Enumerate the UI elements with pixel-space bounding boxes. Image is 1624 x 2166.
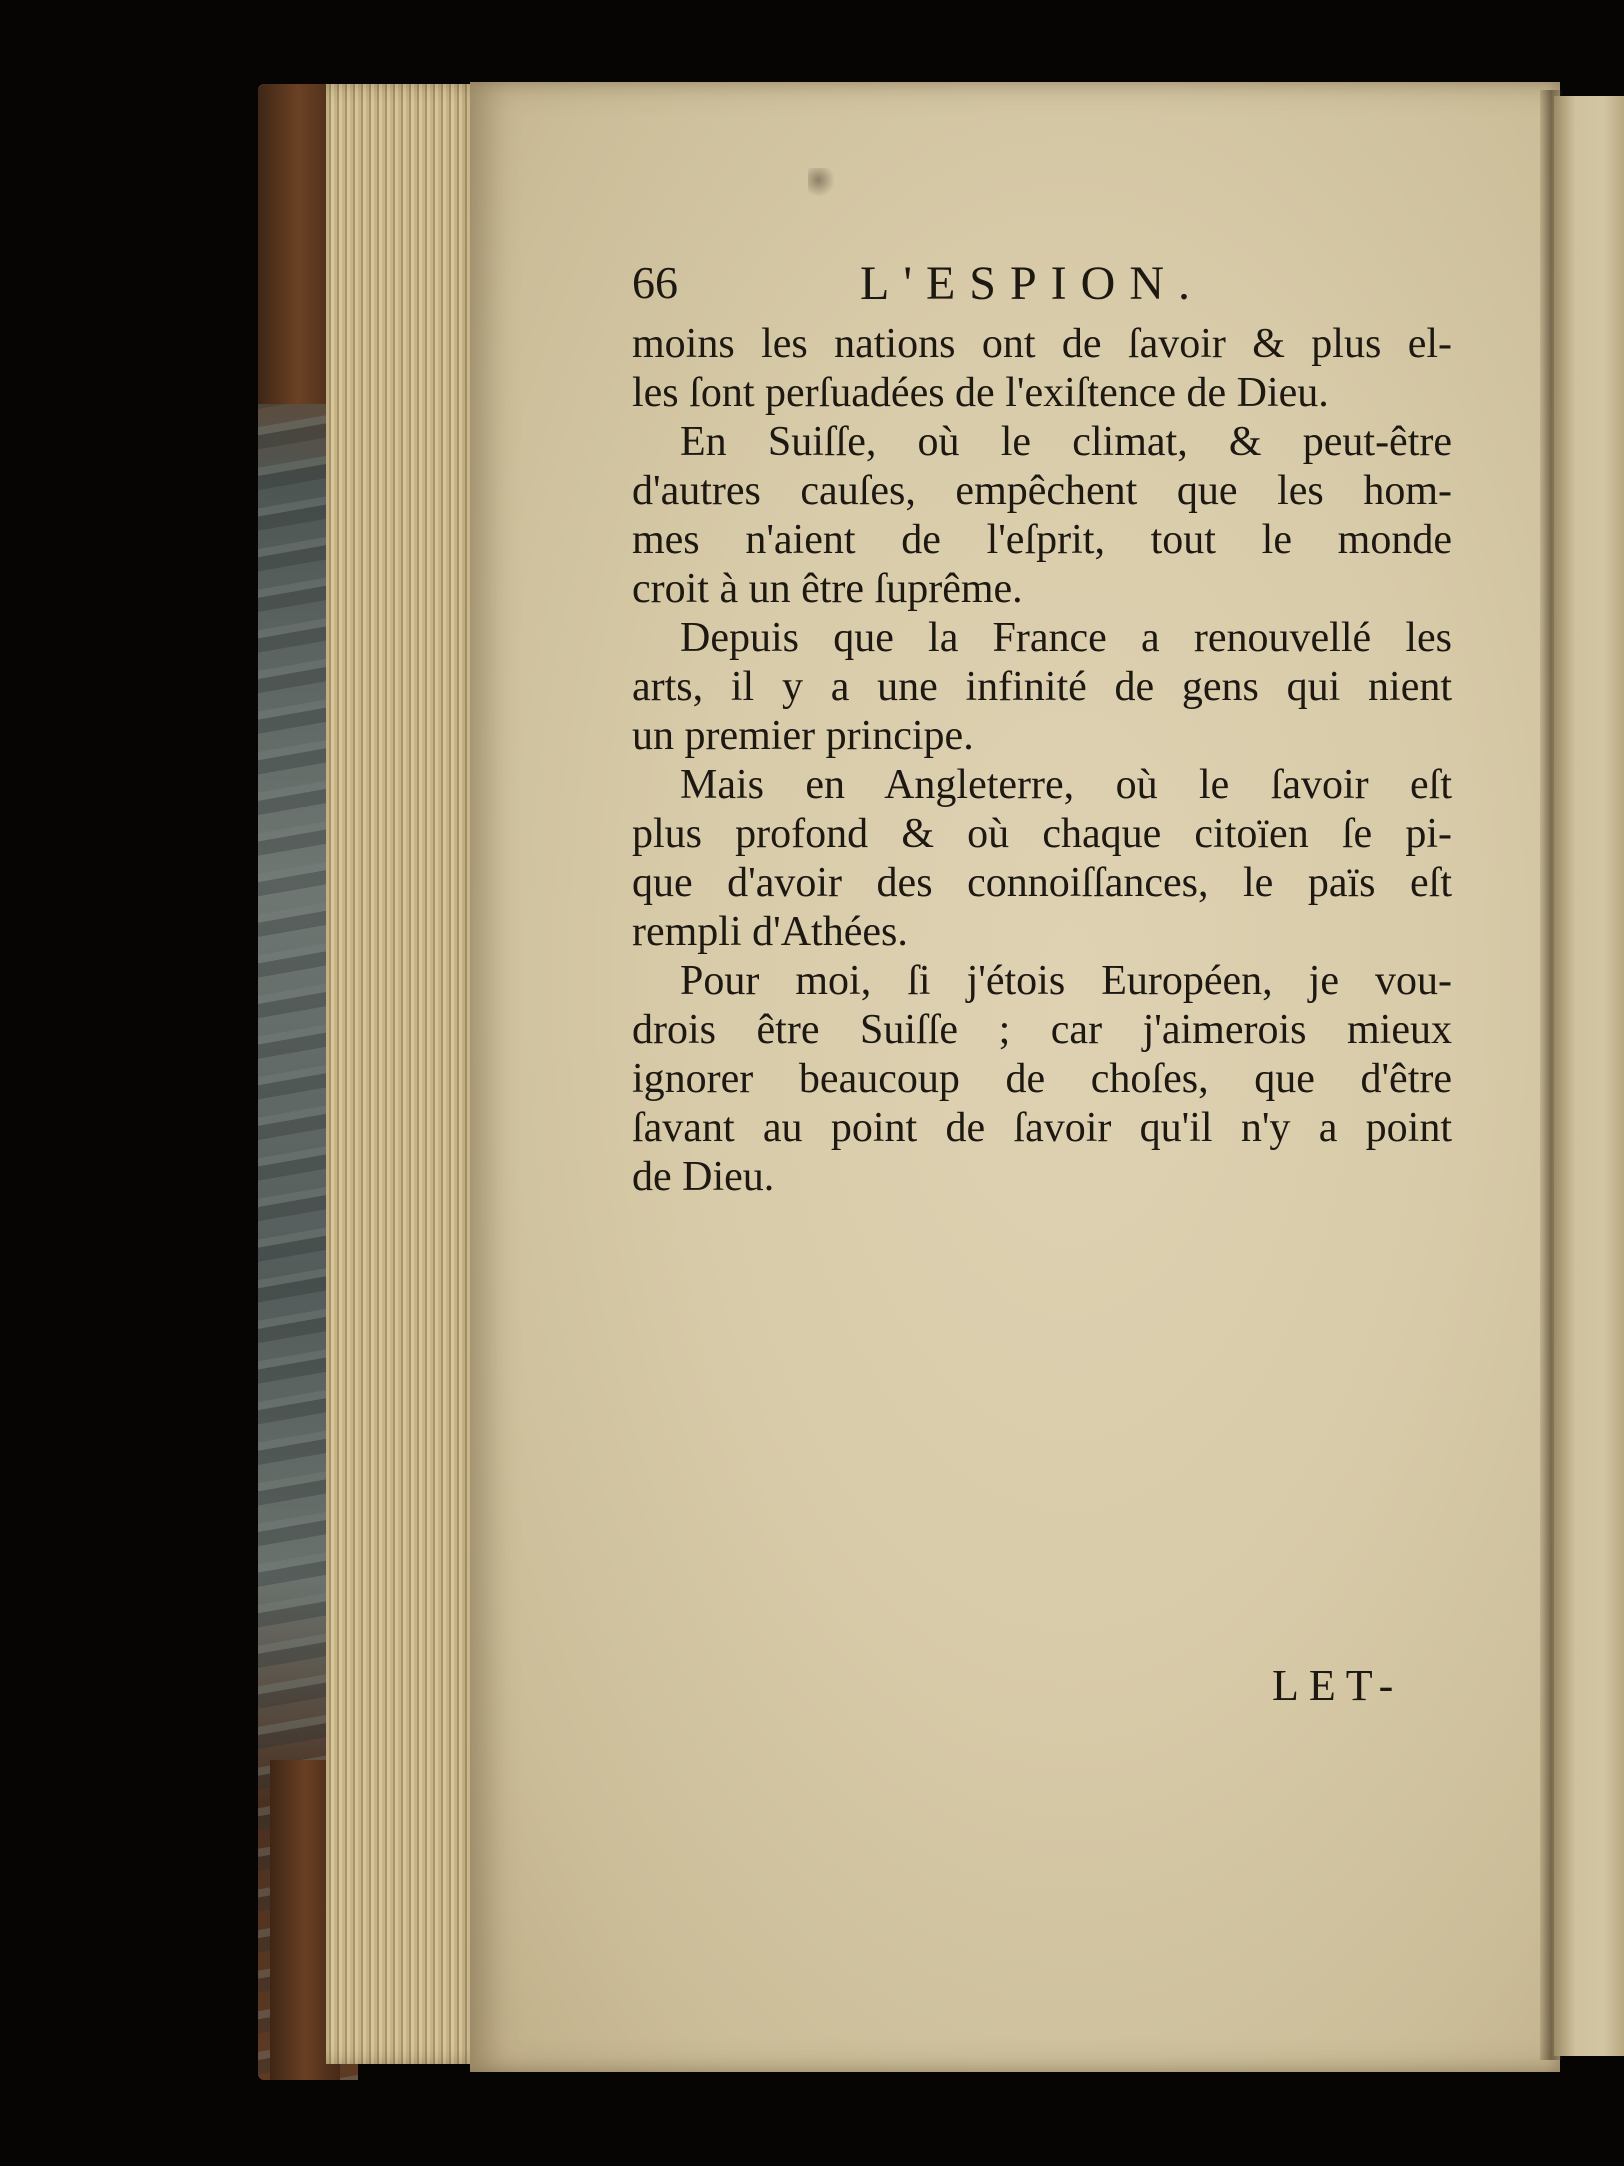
text-line: ſavant au point de ſavoir qu'il n'y a point: [632, 1105, 1452, 1151]
text-line: drois être Suiſſe ; car j'aimerois mieux: [632, 1007, 1452, 1053]
text-line: Pour moi, ſi j'étois Européen, je vou-: [680, 958, 1452, 1004]
text-line: moins les nations ont de ſavoir & plus el-: [632, 321, 1452, 367]
text-line: ignorer beaucoup de choſes, que d'être: [632, 1056, 1452, 1102]
text-line: arts, il y a une infinité de gens qui nient: [632, 664, 1452, 710]
running-head: L'ESPION.: [860, 257, 1204, 310]
text-line: de Dieu.: [632, 1154, 775, 1200]
page-number: 66: [632, 257, 678, 308]
text-line: rempli d'Athées.: [632, 909, 908, 955]
text-line: mes n'aient de l'eſprit, tout le monde: [632, 517, 1452, 563]
text-line: un premier principe.: [632, 713, 974, 759]
text-line: d'autres cauſes, empêchent que les hom-: [632, 468, 1452, 514]
text-block: [632, 250, 1452, 1202]
text-line: que d'avoir des connoiſſances, le païs eſt: [632, 860, 1452, 906]
ink-mark-icon: [808, 168, 834, 198]
text-line: croit à un être ſuprême.: [632, 566, 1023, 612]
body-text: [632, 320, 1452, 1202]
text-line: En Suiſſe, où le climat, & peut-être: [680, 419, 1452, 465]
text-line: Depuis que la France a renouvellé les: [680, 615, 1452, 661]
running-header: [632, 250, 1452, 320]
page-edges: [326, 84, 486, 2064]
facing-page: [1554, 96, 1624, 2056]
catchword: LET-: [1272, 1661, 1404, 1710]
text-line: plus profond & où chaque citoïen ſe pi-: [632, 811, 1452, 857]
text-line: Mais en Angleterre, où le ſavoir eſt: [680, 762, 1452, 808]
text-line: les ſont perſuadées de l'exiſtence de Dieu.: [632, 370, 1329, 416]
